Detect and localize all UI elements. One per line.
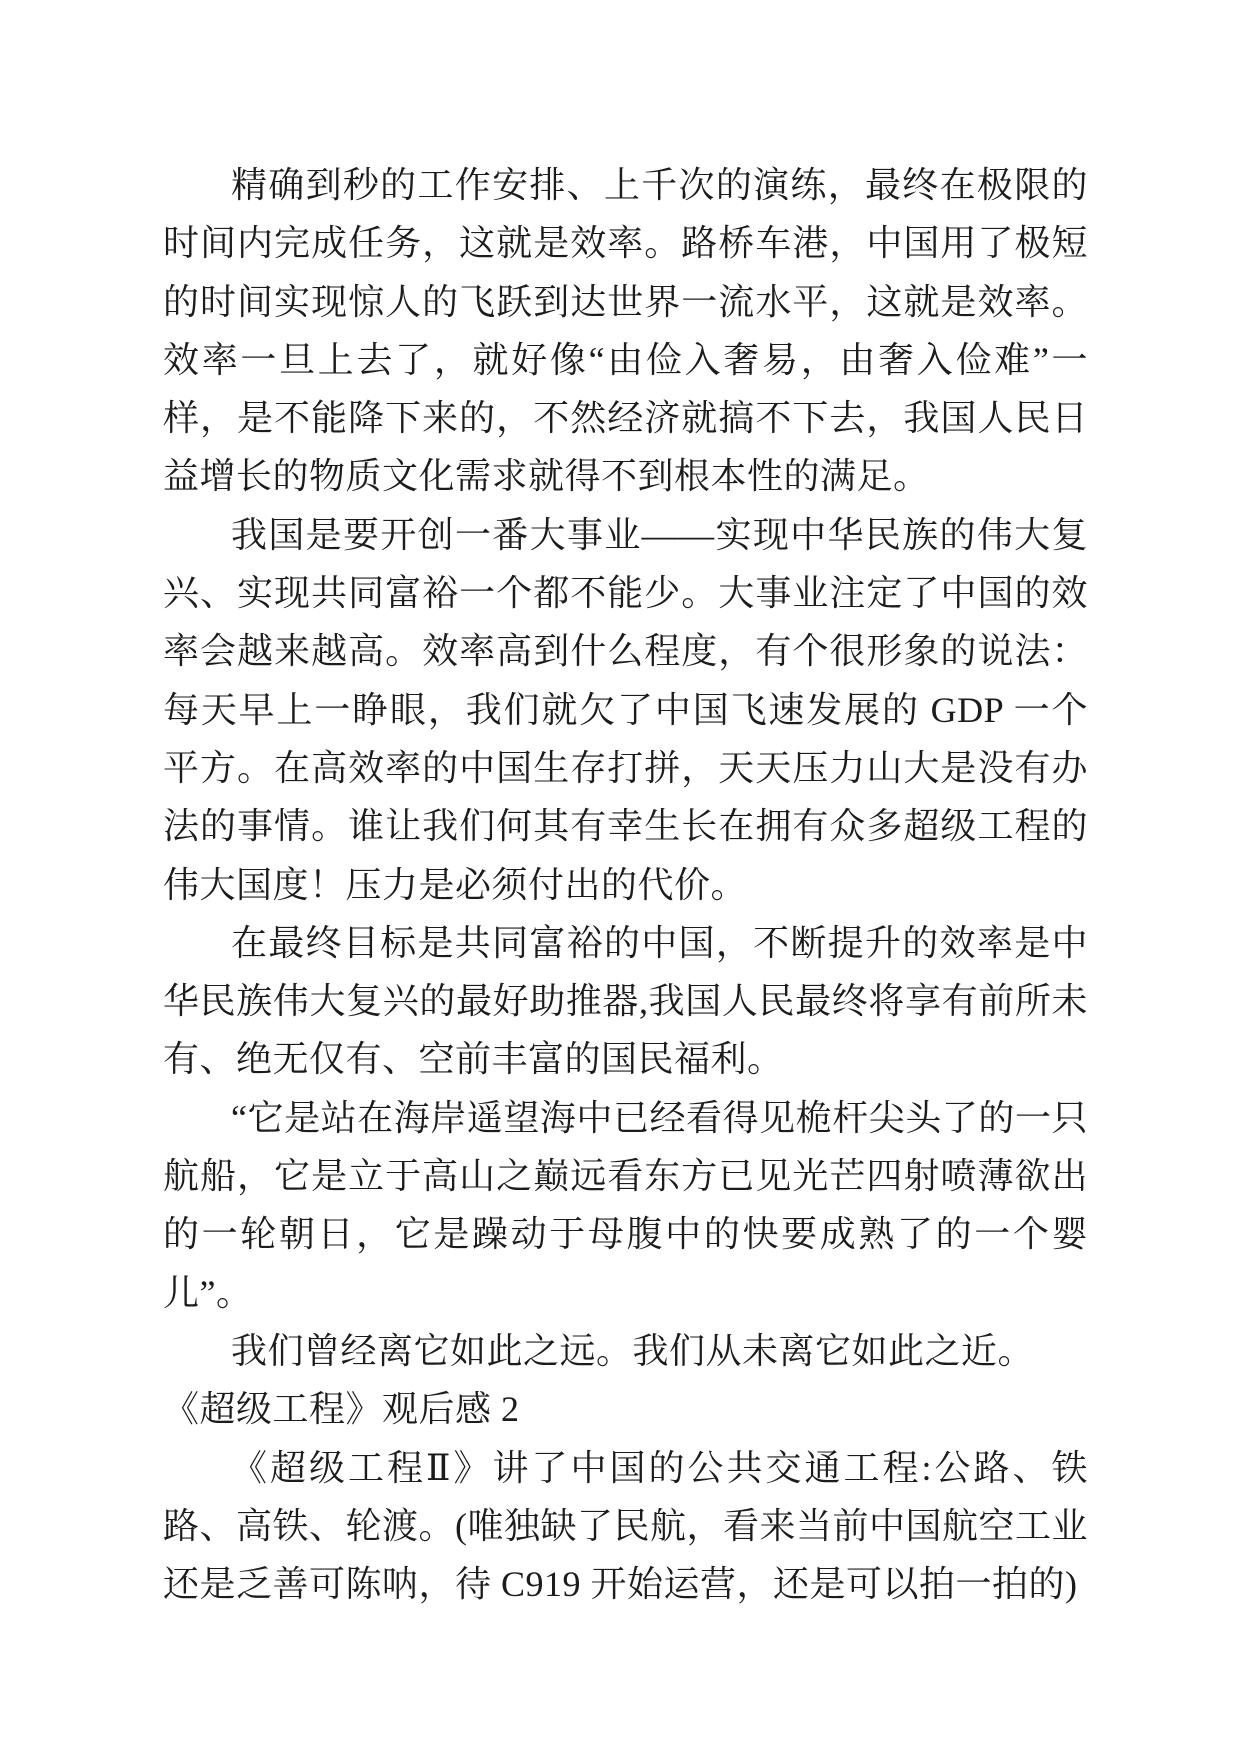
paragraph: 我们曾经离它如此之远。我们从未离它如此之近。	[231, 1330, 1035, 1371]
paragraph: 在最终目标是共同富裕的中国，不断提升的效率是中华民族伟大复兴的最好助推器,我国人民最终将享有前所未有、绝无仅有、空前丰富的国民福利。	[163, 922, 1088, 1080]
paragraph: 《超级工程Ⅱ》讲了中国的公共交通工程:公路、铁路、高铁、轮渡。(唯独缺了民航，看来当前中国航空工业还是乏善可陈呐，待 C919 开始运营，还是可以拍一拍的)	[163, 1447, 1088, 1605]
paragraph: 精确到秒的工作安排、上千次的演练，最终在极限的时间内完成任务，这就是效率。路桥车港，中国用了极短的时间实现惊人的飞跃到达世界一流水平，这就是效率。效率一旦上去了，就好像“由俭入奢易，由奢入俭难”一样，是不能降下来的，不然经济就搞不下去，我国人民日益增长的物质文化需求就得不到根本性的满足。	[163, 165, 1088, 497]
document-text-block	[163, 156, 1088, 1613]
paragraph: “它是站在海岸遥望海中已经看得见桅杆尖头了的一只航船，它是立于高山之巅远看东方已见光芒四射喷薄欲出的一轮朝日，它是躁动于母腹中的快要成熟了的一个婴儿”。	[163, 1097, 1088, 1313]
section-heading: 《超级工程》观后感 2	[163, 1389, 520, 1430]
paragraph: 我国是要开创一番大事业——实现中华民族的伟大复兴、实现共同富裕一个都不能少。大事业注定了中国的效率会越来越高。效率高到什么程度，有个很形象的说法：每天早上一睁眼，我们就欠了中国飞速发展的 GDP 一个平方。在高效率的中国生存打拼，天天压力山大是没有办法的事情。谁让我们何其有幸生长在拥有众多超级工程的伟大国度！压力是必须付出的代价。	[163, 514, 1088, 905]
